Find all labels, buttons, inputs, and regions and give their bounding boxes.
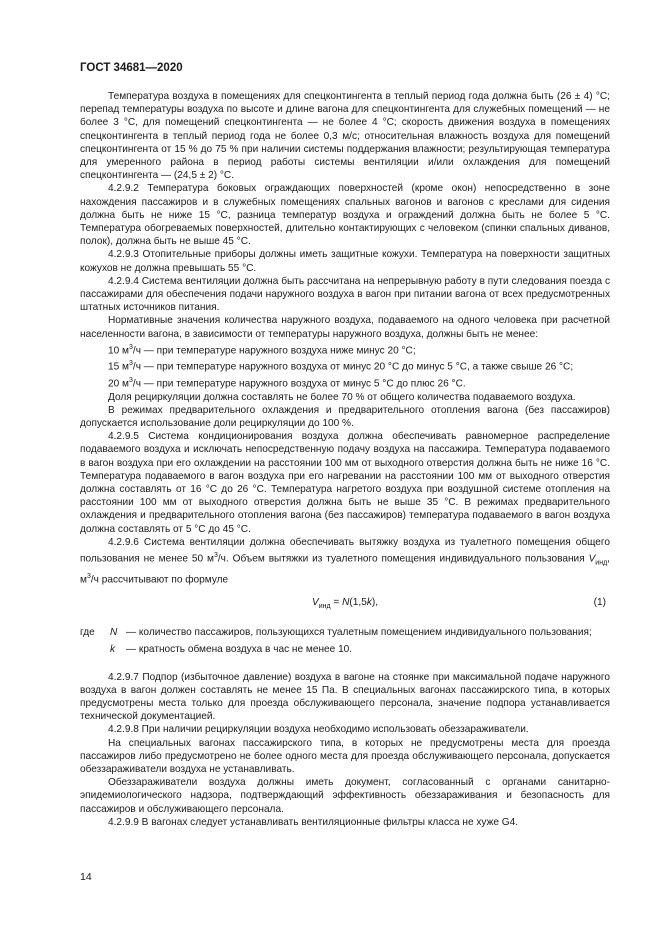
legend-item	[80, 643, 610, 656]
paragraph-4-2-9-6: 4.2.9.6 Система вентиляции должна обеспечивать вытяжку воздуха из туалетного помещения общего пользования не менее 50 $м^3/ч$. Объем вытяжки из туалетного помещения индивидуального пользования $V_{инд}$, $м^3/ч$ рассчитывают по формуле	[80, 536, 610, 585]
paragraph: Доля рециркуляции должна составлять не более 70 % от общего количества подаваемого воздуха.	[108, 391, 576, 403]
paragraph: Обеззараживатели воздуха должны иметь документ, согласованный с органами санитарно-эпидемиологического надзора, подтверждающий эффективность обеззараживания и безопасность для пассажиров и обслуживающего персонала.	[80, 777, 610, 815]
norm-line: 20 $м^3/ч$ — при температуре наружного воздуха от минус 5 °С до плюс 26 °С.	[108, 376, 466, 390]
paragraph: Температура воздуха в помещениях для спецконтингента в теплый период года должна быть (26 ± 4) °С; перепад температуры воздуха по высоте и длине вагона для спецконтингента для служебных помещений — не более 3 °С, для помещений спецконтингента — не более 4 °С; скорость движения воздуха в помещениях спецконтингента в теплый период года не более 0,3 м/с; относительная влажность воздуха для помещений спецконтингента от 15 % до 75 % при наличии системы поддержания влажности; результирующая температура для умеренного района в период работы системы вентиляции и/или охлаждения для помещений спецконтингента — (24,5 ± 2) °С.	[80, 91, 610, 182]
legend-label: где	[80, 627, 95, 639]
document-header: ГОСТ 34681—2020	[80, 62, 183, 74]
paragraph: 4.2.9.7 Подпор (избыточное давление) воздуха в вагоне на стоянке при максимальной подаче наружного воздуха в вагон должен составлять не менее 15 Па. В специальных вагонах пассажирского типа, в которых предусмотрены места только для проезда обслуживающего персонала, значение подпора устанавливается технической документацией.	[80, 671, 610, 723]
legend-symbol: k	[110, 644, 116, 656]
formula-expression: $V_{инд} = N(1,5k)$,	[312, 597, 379, 611]
paragraph: На специальных вагонах пассажирского типа, в которых не предусмотрены места для проезда пассажиров либо предусмотрено не более одного места для проезда обслуживающего персонала, допускается обеззараживатели воздуха не устанавливать.	[80, 737, 610, 775]
page-number: 14	[80, 871, 92, 883]
formula	[80, 590, 610, 618]
paragraph: В режимах предварительного охлаждения и предварительного отопления вагона (без пассажиров) допускается использование доли рециркуляции до 100 %.	[80, 404, 610, 429]
legend-text: — количество пассажиров, пользующихся туалетным помещением индивидуального пользования;	[126, 627, 592, 639]
norm-line: 10 $м^3/ч$ — при температуре наружного воздуха ниже минус 20 °С;	[108, 343, 416, 357]
paragraph: 4.2.9.5 Система кондиционирования воздуха должна обеспечивать равномерное распределение подаваемого воздуха и исключать непосредственную подачу воздуха на пассажира. Температура подаваемого в вагон воздуха при его охлаждении на расстоянии 100 мм от выходного отверстия должна быть не ниже 16 °С. Температура подаваемого в вагон воздуха при его нагревании на расстоянии 100 мм от выходного отверстия должна составлять от 16 °С до 26 °С. Температура нагретого воздуха при воздушной системе отопления на расстоянии 100 мм от выходного отверстия должна быть не выше 35 °С. В режимах предварительного охлаждения и предварительного отопления вагона (без пассажиров) температура подаваемого в вагон воздуха должна составлять от 5 °С до 45 °С.	[80, 431, 610, 535]
document-body	[80, 90, 610, 829]
paragraph: 4.2.9.8 При наличии рециркуляции воздуха необходимо использовать обеззараживатели.	[108, 724, 529, 736]
paragraph: 4.2.9.4 Система вентиляции должна быть рассчитана на непрерывную работу в пути следования поезда с пассажирами для обеспечения подачи наружного воздуха в вагон при питании вагона от всех предусмотренных штатных источников питания.	[80, 275, 610, 314]
legend-symbol: N	[110, 627, 118, 639]
legend-text: — кратность обмена воздуха в час не менее 10.	[126, 644, 353, 656]
formula-legend	[80, 626, 610, 656]
paragraph: 4.2.9.2 Температура боковых ограждающих поверхностей (кроме окон) непосредственно в зоне нахождения пассажиров и в служебных помещениях спальных вагонов и вагонов с креслами для сидения должна быть не ниже 15 °С, разница температур воздуха и ограждений должна быть не более 5 °С. Температура обогреваемых поверхностей, длительно контактирующих с человеком (спинки спальных диванов, полок), должна быть не выше 45 °С.	[80, 183, 610, 248]
paragraph: 4.2.9.3 Отопительные приборы должны иметь защитные кожухи. Температура на поверхности защитных кожухов не должна превышать 55 °С.	[80, 249, 610, 274]
legend-item	[80, 626, 610, 639]
paragraph: Нормативные значения количества наружного воздуха, подаваемого на одного человека при расчетной населенности вагона, в зависимости от температуры наружного воздуха, должны быть не менее:	[80, 315, 610, 340]
norm-line: 15 $м^3/ч$ — при температуре наружного воздуха от минус 20 °С до минус 5 °С, а также свыше 26 °С;	[108, 360, 574, 373]
paragraph: 4.2.9.9 В вагонах следует устанавливать вентиляционные фильтры класса не хуже G4.	[108, 816, 519, 828]
formula-number: (1)	[593, 597, 606, 609]
